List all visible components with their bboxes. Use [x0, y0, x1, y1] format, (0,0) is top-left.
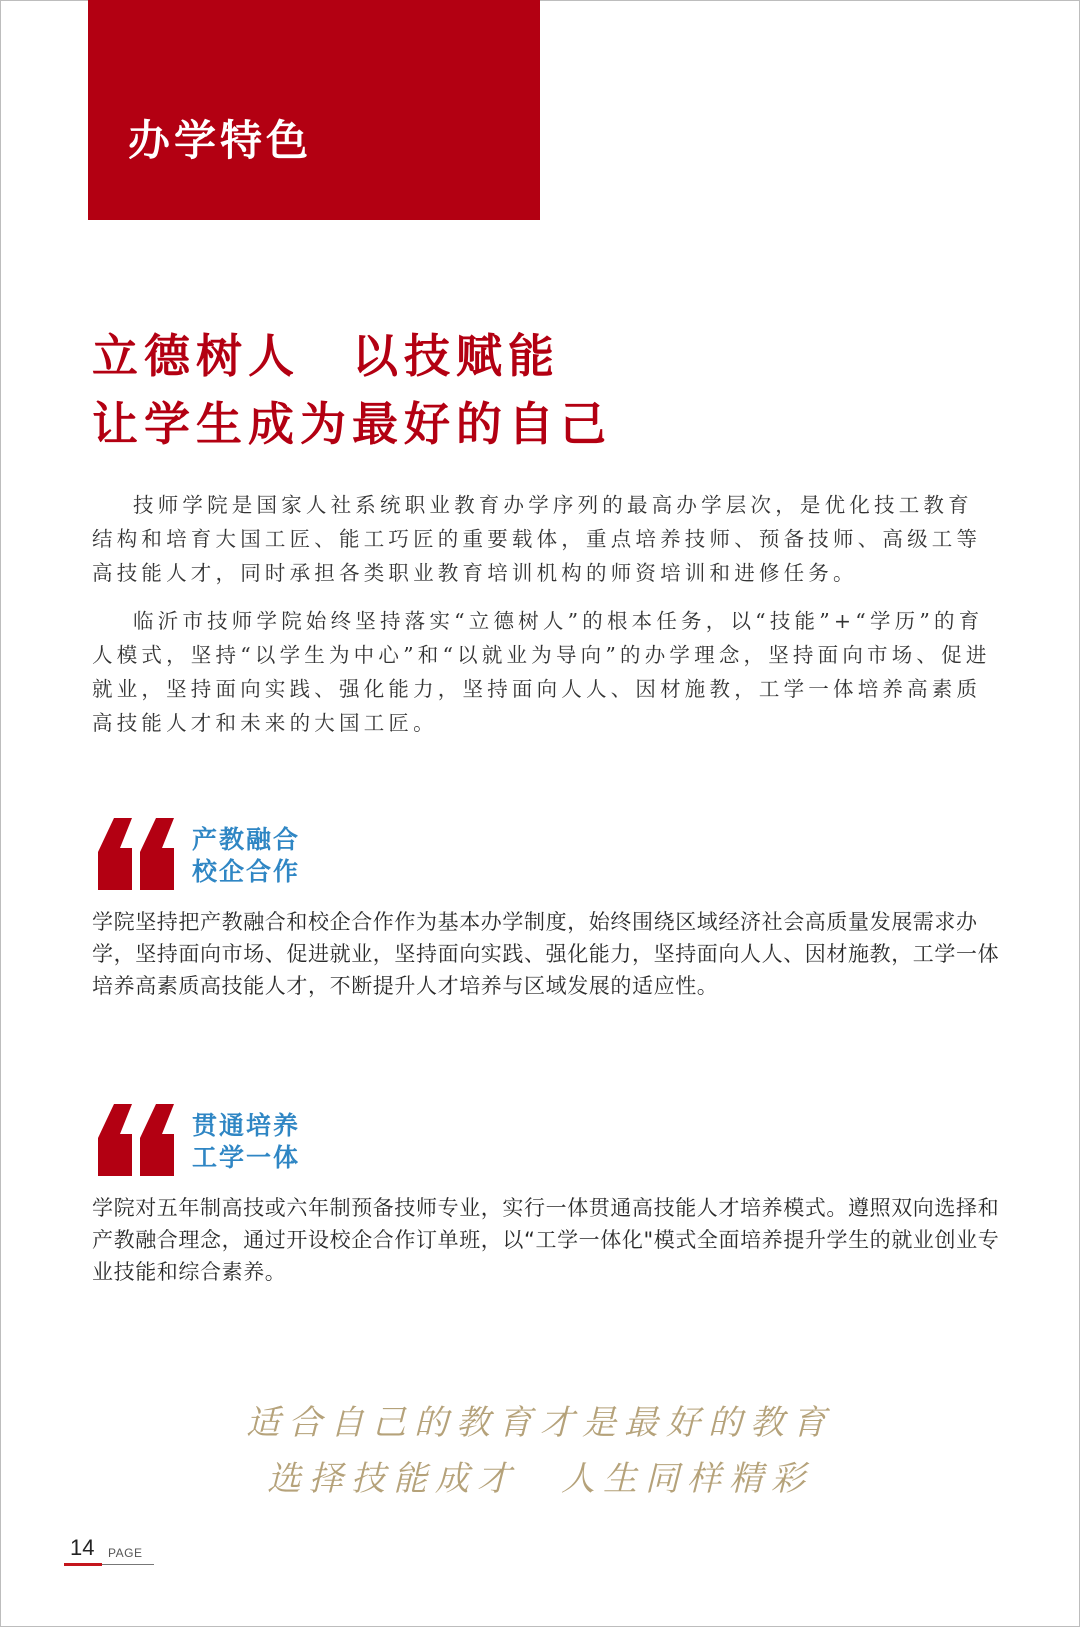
quote-mark-icon — [92, 812, 178, 892]
slogan-line-2: 选择技能成才 人生同样精彩 — [267, 1459, 813, 1499]
header-title: 办学特色 — [128, 116, 313, 165]
header-block — [88, 0, 540, 220]
slogan — [0, 1395, 1080, 1507]
quote-mark-icon — [92, 1098, 178, 1178]
section-title — [192, 1110, 300, 1174]
section-title-line-1: 产教融合 — [192, 825, 301, 854]
intro-paragraph-2: 临沂市技师学院始终坚持落实“立德树人”的根本任务，以“技能”+“学历”的育人模式，坚持“以学生为中心”和“以就业为导向”的办学理念，坚持面向市场、促进就业，坚持面向实践、强化能力，坚持面向人人、因材施教，工学一体培养高素质高技能人才和未来的大国工匠。 — [92, 609, 991, 735]
footer-rule-gray — [102, 1564, 154, 1565]
page-label: PAGE — [108, 1546, 143, 1560]
intro-text — [92, 488, 992, 754]
section-title-line-1: 贯通培养 — [192, 1111, 301, 1140]
section-title-line-2: 工学一体 — [192, 1143, 301, 1172]
page-number: 14 — [70, 1535, 95, 1560]
footer-rule-red — [64, 1563, 102, 1566]
headline-line-1: 立德树人 以技赋能 — [92, 329, 560, 383]
headline-line-2: 让学生成为最好的自己 — [92, 397, 612, 451]
section-body: 学院对五年制高技或六年制预备技师专业，实行一体贯通高技能人才培养模式。遵照双向选择和产教融合理念，通过开设校企合作订单班，以“工学一体化"模式全面培养提升学生的就业创业专业技能和综合素养。 — [92, 1196, 1000, 1284]
slogan-line-1: 适合自己的教育才是最好的教育 — [246, 1403, 834, 1443]
section-title — [192, 824, 300, 888]
intro-paragraph-1: 技师学院是国家人社系统职业教育办学序列的最高办学层次，是优化技工教育结构和培育大国工匠、能工巧匠的重要载体，重点培养技师、预备技师、高级工等高技能人才，同时承担各类职业教育培训机构的师资培训和进修任务。 — [92, 493, 982, 585]
section-title-line-2: 校企合作 — [192, 857, 301, 886]
page-footer — [64, 1536, 154, 1566]
headline — [92, 322, 612, 458]
section-body: 学院坚持把产教融合和校企合作作为基本办学制度，始终围绕区域经济社会高质量发展需求办学，坚持面向市场、促进就业，坚持面向实践、强化能力，坚持面向人人、因材施教，工学一体培养高素质高技能人才，不断提升人才培养与区域发展的适应性。 — [92, 910, 1000, 998]
